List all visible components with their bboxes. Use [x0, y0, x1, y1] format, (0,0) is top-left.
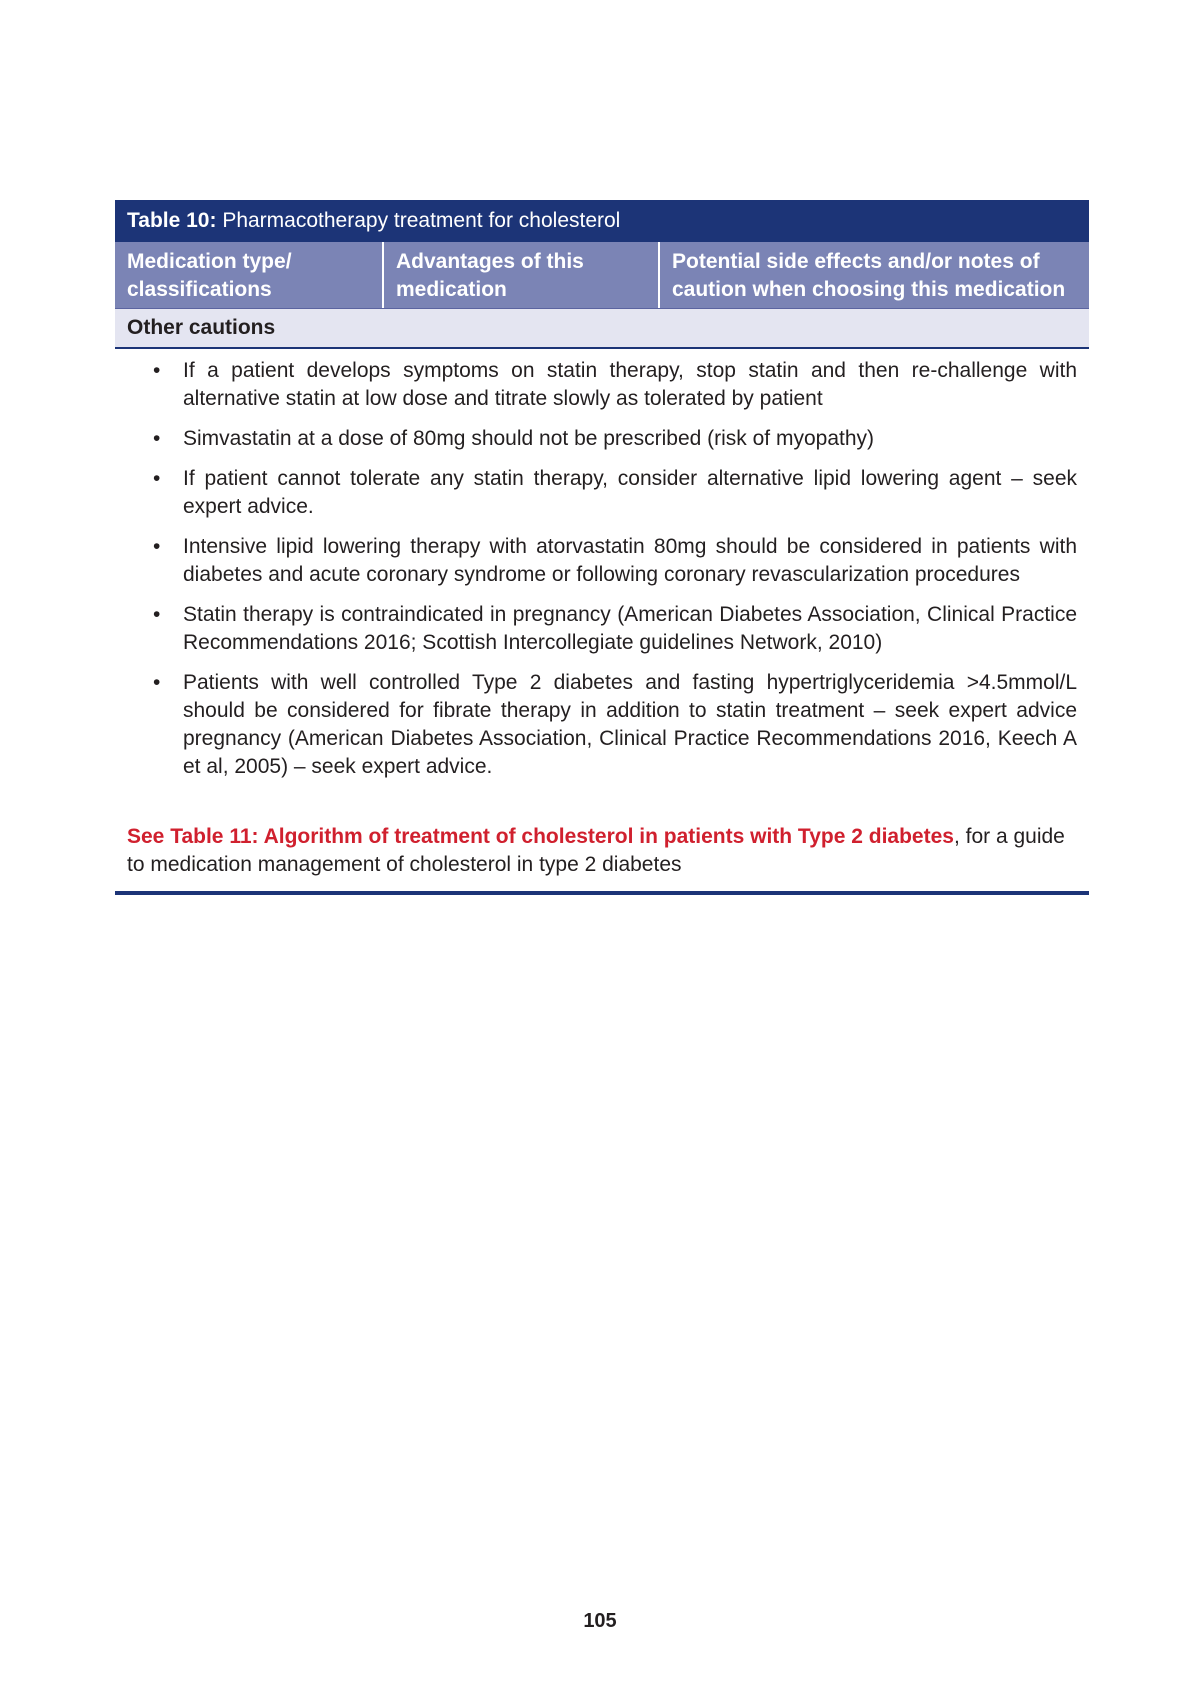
list-item [153, 669, 1077, 781]
list-item [153, 465, 1077, 521]
caution-text: If a patient develops symptoms on statin therapy, stop statin and then re-challenge with alternative statin at low dose and titrate slowly as tolerated by patient [183, 359, 1077, 410]
see-table-11-link[interactable]: See Table 11: Algorithm of treatment of cholesterol in patients with Type 2 diabetes [127, 825, 954, 848]
caution-text: Patients with well controlled Type 2 diabetes and fasting hypertriglyceridemia >4.5mmol/L should be considered for fibrate therapy in addition to statin treatment – seek expert advice pregnancy (American Diabetes Association, Clinical Practice Recommendations 2016, Keech A et al, 2005) – seek expert advice. [183, 671, 1077, 778]
page-number: 105 [583, 1610, 617, 1632]
table-header-row [115, 242, 1089, 309]
header-side-effects: Potential side effects and/or notes of caution when choosing this medication [672, 250, 1066, 301]
list-item [153, 357, 1077, 413]
see-table-note-text: , for a guide to medication management of cholesterol in type 2 diabetes [127, 825, 1065, 876]
header-medication-type: Medication type/ classifications [115, 242, 384, 308]
bullet-icon: • [153, 467, 161, 490]
bullet-icon: • [153, 359, 161, 382]
section-other-cautions: Other cautions [115, 309, 1089, 349]
cautions-list [115, 357, 1089, 781]
header-advantages: Advantages of this medication [384, 242, 660, 308]
bullet-icon: • [153, 671, 161, 694]
list-item [153, 533, 1077, 589]
list-item [153, 601, 1077, 657]
caution-text: If patient cannot tolerate any statin therapy, consider alternative lipid lowering agent – seek expert advice. [183, 467, 1077, 518]
table-title-number: Table 10: [127, 209, 217, 232]
bullet-icon: • [153, 427, 161, 450]
caution-text: Intensive lipid lowering therapy with atorvastatin 80mg should be considered in patients with diabetes and acute coronary syndrome or following coronary revascularization procedures [183, 535, 1077, 586]
table-bottom-rule [115, 891, 1089, 895]
bullet-icon: • [153, 603, 161, 626]
table-title [115, 200, 1089, 242]
bullet-icon: • [153, 535, 161, 558]
caution-text: Simvastatin at a dose of 80mg should not be prescribed (risk of myopathy) [183, 427, 875, 450]
see-table-note [115, 823, 1089, 879]
table-title-text: Pharmacotherapy treatment for cholesterol [216, 209, 621, 232]
table-container [115, 200, 1089, 895]
caution-text: Statin therapy is contraindicated in pregnancy (American Diabetes Association, Clinical Practice Recommendations 2016; Scottish Intercollegiate guidelines Network, 2010) [183, 603, 1077, 654]
list-item [153, 425, 1077, 453]
